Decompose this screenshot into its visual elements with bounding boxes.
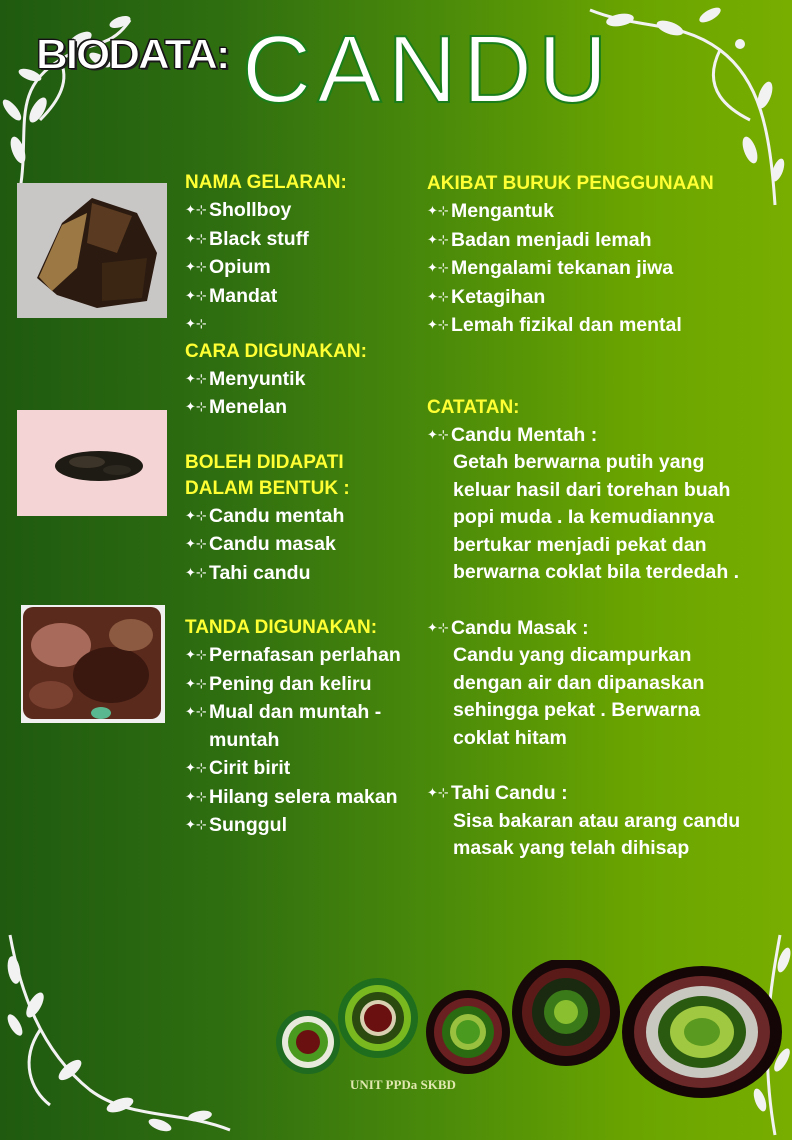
list-item: ✦⊹ Sunggul xyxy=(185,811,425,840)
circle-decoration-2 xyxy=(338,978,418,1058)
right-column xyxy=(427,171,787,863)
bullet-icon: ✦⊹ xyxy=(185,370,207,386)
bullet-icon: ✦⊹ xyxy=(185,817,207,832)
bullet-icon: ✦⊹ xyxy=(185,675,207,691)
bullet-icon: ✦⊹ xyxy=(185,564,207,580)
note-title: ✦⊹ Tahi Candu : xyxy=(427,779,787,808)
vine-decoration-top-left xyxy=(0,0,150,200)
boleh-didapati-heading: BOLEH DIDAPATI xyxy=(185,451,344,473)
list-item: ✦⊹ Mandat xyxy=(185,282,425,311)
list-item: ✦⊹ Shollboy xyxy=(185,196,425,225)
bullet-icon: ✦⊹ xyxy=(427,317,449,332)
list-item: ✦⊹ Opium xyxy=(185,253,425,282)
list-item xyxy=(185,310,425,339)
list-item: ✦⊹ Black stuff xyxy=(185,225,425,254)
bullet-icon: ✦⊹ xyxy=(427,619,449,635)
bullet-icon: ✦⊹ xyxy=(185,399,207,414)
list-item: ✦⊹ Ketagihan xyxy=(427,283,787,312)
list-item: ✦⊹ Candu mentah xyxy=(185,502,425,531)
list-item: ✦⊹ Mengantuk xyxy=(427,197,787,226)
catatan-heading: CATATAN: xyxy=(427,396,520,418)
page-title: CANDU xyxy=(242,16,614,123)
bullet-icon: ✦⊹ xyxy=(185,536,207,551)
footer-text: UNIT PPDa SKBD xyxy=(350,1077,456,1092)
bullet-icon: ✦⊹ xyxy=(185,259,207,274)
cara-digunakan-heading: CARA DIGUNAKAN: xyxy=(185,340,367,362)
bullet-icon: ✦⊹ xyxy=(185,760,207,775)
dalam-bentuk-heading: DALAM BENTUK : xyxy=(185,477,350,499)
title-prefix: BIODATA: xyxy=(36,31,229,78)
note-tahi-candu xyxy=(427,779,787,863)
list-item: ✦⊹ Hilang selera makan xyxy=(185,783,425,812)
bullet-icon: ✦⊹ xyxy=(185,647,207,662)
tanda-digunakan-heading: TANDA DIGUNAKAN: xyxy=(185,617,378,638)
list-item: ✦⊹ Pernafasan perlahan xyxy=(185,641,425,670)
note-line: popi muda . Ia kemudiannya xyxy=(453,506,715,528)
note-line: Sisa bakaran atau arang candu xyxy=(453,809,741,832)
list-item: ✦⊹ Menelan xyxy=(185,393,425,422)
bullet-icon: ✦⊹ xyxy=(185,788,207,804)
left-column xyxy=(185,170,425,840)
circle-decoration-1 xyxy=(276,1010,340,1074)
list-item-continuation: muntah xyxy=(209,728,280,751)
list-item: ✦⊹ Lemah fizikal dan mental xyxy=(427,311,787,340)
circle-decoration-4 xyxy=(512,960,620,1066)
bullet-icon: ✦⊹ xyxy=(185,230,207,246)
opium-dross-photo xyxy=(21,605,165,723)
note-line: bertukar menjadi pekat dan xyxy=(453,533,707,556)
bullet-icon: ✦⊹ xyxy=(185,287,207,303)
bullet-icon: ✦⊹ xyxy=(427,203,449,218)
bullet-icon: ✦⊹ xyxy=(185,316,207,331)
bullet-icon: ✦⊹ xyxy=(427,785,449,800)
bullet-icon: ✦⊹ xyxy=(185,202,207,217)
opium-cooked-photo xyxy=(17,410,167,516)
list-item: ✦⊹ Pening dan keliru xyxy=(185,670,425,699)
opium-raw-photo xyxy=(17,183,167,318)
circle-decoration-5 xyxy=(622,966,782,1098)
list-item: ✦⊹ Badan menjadi lemah xyxy=(427,226,787,255)
note-candu-mentah xyxy=(427,421,787,587)
list-item: ✦⊹ Menyuntik xyxy=(185,365,425,394)
note-candu-masak xyxy=(427,614,787,753)
bullet-icon: ✦⊹ xyxy=(427,288,449,304)
note-line: coklat hitam xyxy=(453,726,567,749)
note-line: berwarna coklat bila terdedah . xyxy=(453,561,740,583)
list-item: ✦⊹ Tahi candu xyxy=(185,559,425,588)
bullet-icon: ✦⊹ xyxy=(185,507,207,523)
akibat-buruk-heading: AKIBAT BURUK PENGGUNAAN xyxy=(427,173,714,194)
note-line: sehingga pekat . Berwarna xyxy=(453,699,701,721)
nama-gelaran-heading: NAMA GELARAN: xyxy=(185,172,347,193)
vine-decoration-bottom-left xyxy=(0,930,240,1140)
note-line: Getah berwarna putih yang xyxy=(453,451,705,473)
note-line: dengan air dan dipanaskan xyxy=(453,671,705,694)
circle-decoration-3 xyxy=(426,990,510,1074)
list-item: ✦⊹ Mual dan muntah - xyxy=(185,698,425,727)
list-item: ✦⊹ Candu masak xyxy=(185,530,425,559)
concentric-circles-decoration xyxy=(270,960,792,1110)
bullet-icon: ✦⊹ xyxy=(427,426,449,442)
list-item: ✦⊹ Cirit birit xyxy=(185,754,425,783)
note-title: ✦⊹ Candu Mentah : xyxy=(427,421,787,450)
note-line: keluar hasil dari torehan buah xyxy=(453,478,731,501)
bullet-icon: ✦⊹ xyxy=(427,260,449,275)
note-title: ✦⊹ Candu Masak : xyxy=(427,614,787,643)
note-line: Candu yang dicampurkan xyxy=(453,644,692,666)
note-line: masak yang telah dihisap xyxy=(453,837,690,859)
list-item: ✦⊹ Mengalami tekanan jiwa xyxy=(427,254,787,283)
bullet-icon: ✦⊹ xyxy=(427,231,449,247)
bullet-icon: ✦⊹ xyxy=(185,704,207,719)
